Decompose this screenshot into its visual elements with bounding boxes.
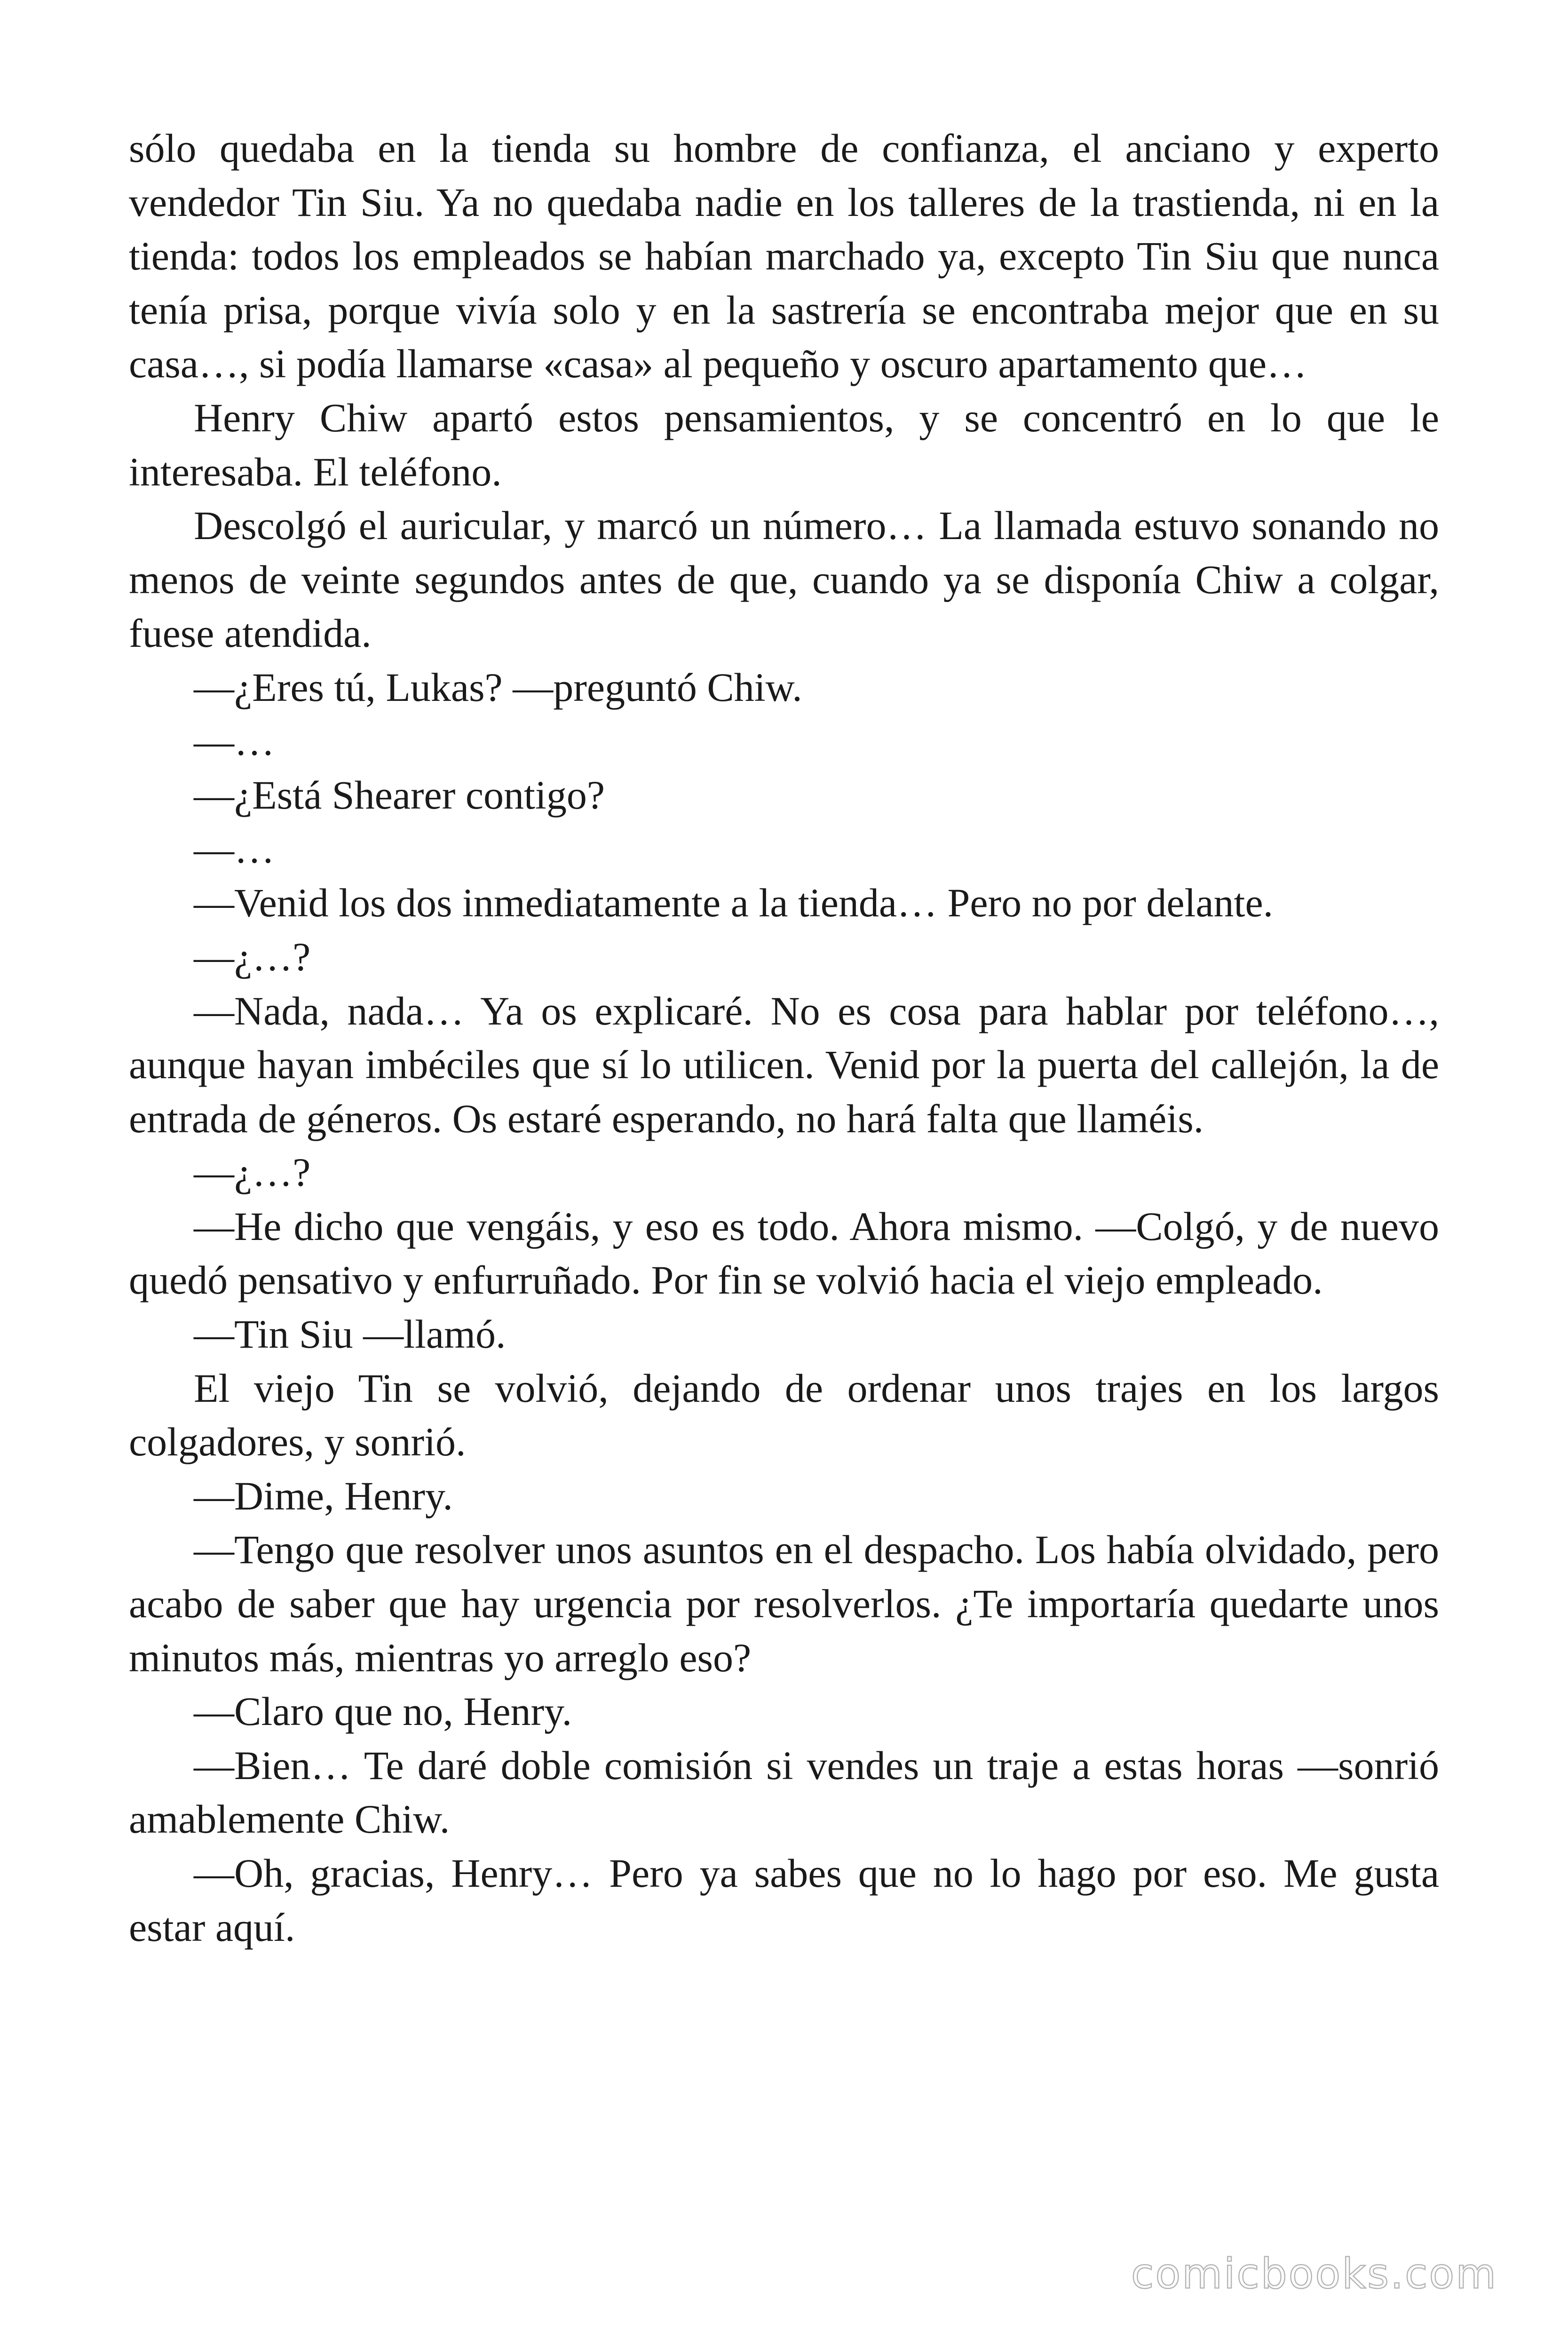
paragraph: —…	[194, 718, 275, 764]
paragraph: —Bien… Te daré doble comisión si vendes un traje a estas horas —sonrió amablemente Chiw.	[129, 1742, 1439, 1842]
paragraph: sólo quedaba en la tienda su hombre de confianza, el anciano y experto vendedor Tin Siu. Ya no quedaba nadie en los talleres de la trastienda, ni en la tienda: todos los empleados se habían marchado ya, excepto Tin Siu que nunca tenía prisa, porque vivía solo y en la sastrería se encontraba mejor que en su casa…, si podía llamarse «casa» al pequeño y oscuro apartamento que…	[129, 126, 1439, 387]
body-text	[129, 121, 1439, 1954]
paragraph: —¿Está Shearer contigo?	[194, 772, 605, 818]
paragraph: —Nada, nada… Ya os explicaré. No es cosa para hablar por teléfono…, aunque hayan imbéciles que sí lo utilicen. Venid por la puerta del callejón, la de entrada de géneros. Os estaré esperando, no hará falta que llaméis.	[129, 988, 1439, 1141]
paragraph: —¿…?	[194, 1150, 311, 1195]
watermark: comicbooks.com	[1131, 2249, 1497, 2298]
paragraph: Descolgó el auricular, y marcó un número… La llamada estuvo sonando no menos de veinte segundos antes de que, cuando ya se disponía Chiw a colgar, fuese atendida.	[129, 503, 1439, 656]
paragraph: —¿…?	[194, 934, 311, 979]
paragraph: —¿Eres tú, Lukas? —preguntó Chiw.	[194, 664, 802, 710]
paragraph: El viejo Tin se volvió, dejando de ordenar unos trajes en los largos colgadores, y sonrió.	[129, 1365, 1439, 1465]
paragraph: —Claro que no, Henry.	[194, 1689, 572, 1734]
paragraph: —Dime, Henry.	[194, 1473, 453, 1518]
paragraph: —Oh, gracias, Henry… Pero ya sabes que no lo hago por eso. Me gusta estar aquí.	[129, 1851, 1439, 1950]
paragraph: Henry Chiw apartó estos pensamientos, y se concentró en lo que le interesaba. El teléfono.	[129, 395, 1439, 494]
paragraph: —Tengo que resolver unos asuntos en el despacho. Los había olvidado, pero acabo de saber que hay urgencia por resolverlos. ¿Te importaría quedarte unos minutos más, mientras yo arreglo eso?	[129, 1527, 1439, 1680]
paragraph: —Tin Siu —llamó.	[194, 1311, 506, 1357]
paragraph: —Venid los dos inmediatamente a la tienda… Pero no por delante.	[194, 880, 1274, 926]
paragraph: —…	[194, 826, 275, 872]
paragraph: —He dicho que vengáis, y eso es todo. Ahora mismo. —Colgó, y de nuevo quedó pensativo y enfurruñado. Por fin se volvió hacia el viejo empleado.	[129, 1203, 1439, 1303]
